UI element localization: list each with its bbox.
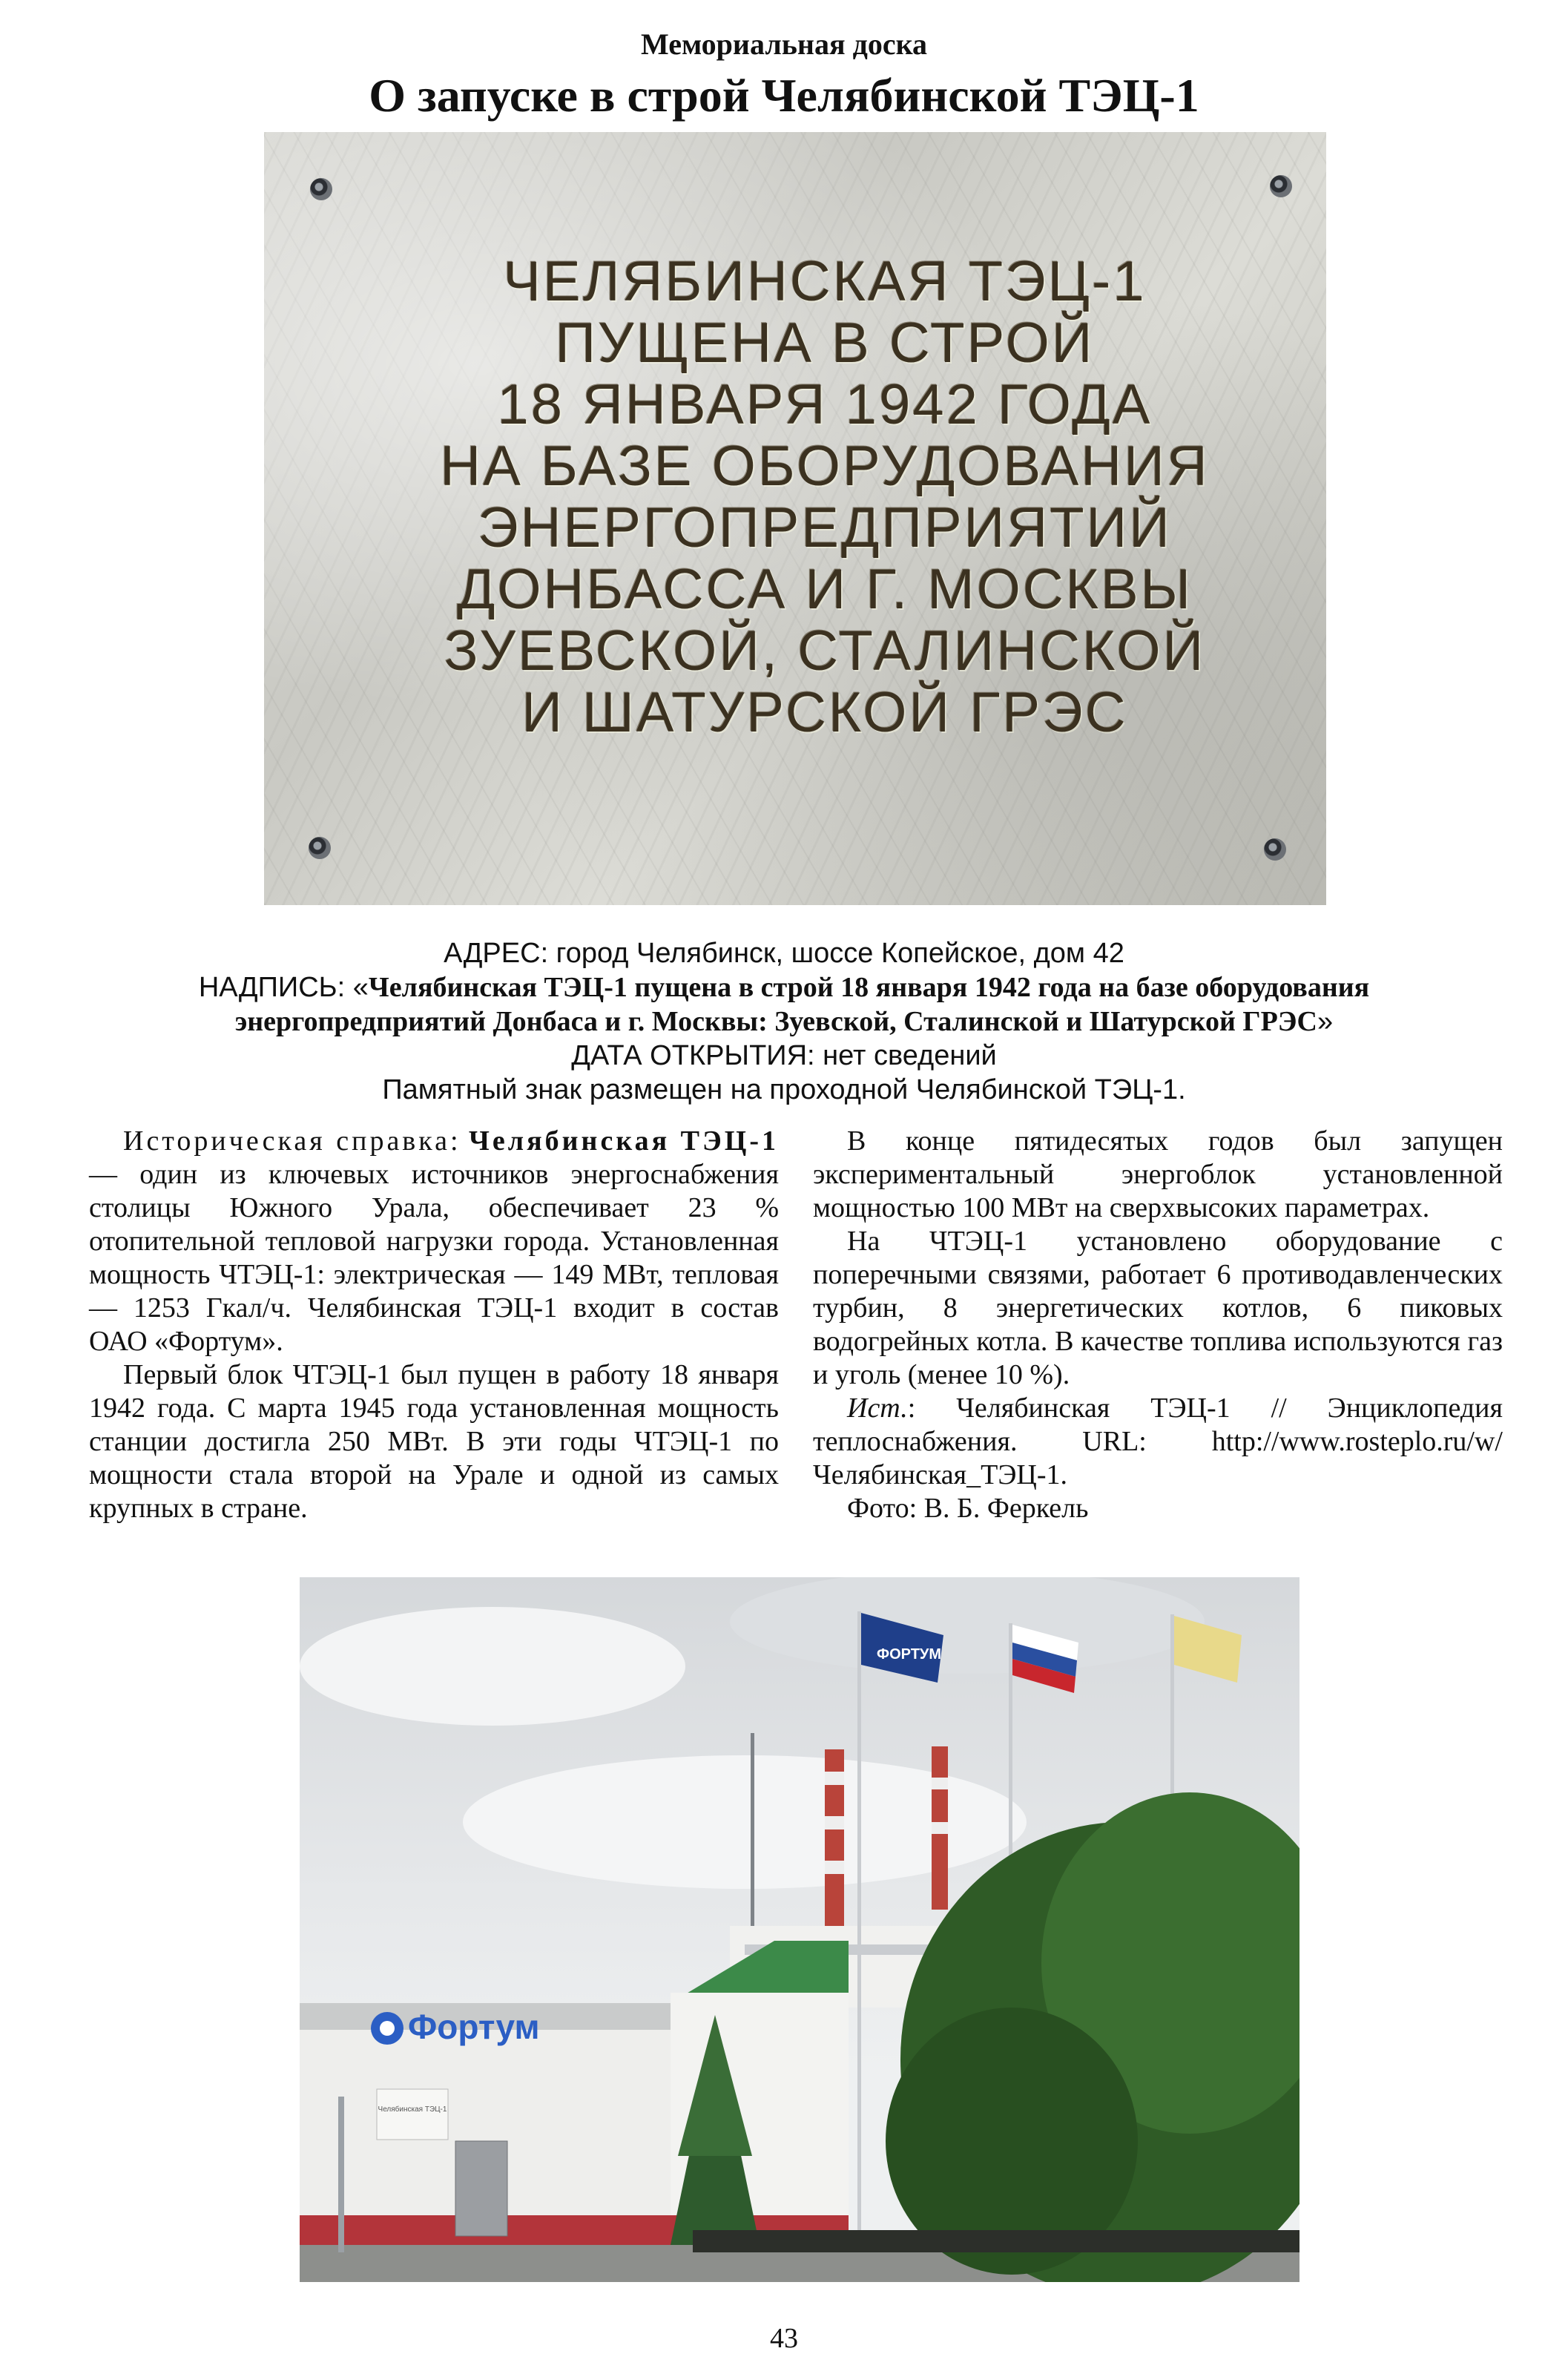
article-column-right bbox=[813, 1125, 1503, 1525]
inscription-text-1: Челябинская ТЭЦ-1 пущена в строй 18 января 1942 года на базе оборудования bbox=[368, 972, 1370, 1003]
inscription-label: НАДПИСЬ: « bbox=[198, 972, 369, 1003]
memorial-plaque-photo bbox=[264, 132, 1326, 905]
fortum-logo-icon-inner bbox=[380, 2021, 395, 2036]
chimney-stripe bbox=[932, 1778, 948, 1789]
plaque-inscription bbox=[294, 251, 1326, 743]
photo-credit: Фото: В. Б. Феркель bbox=[847, 1493, 1089, 1524]
history-subject: Челябинская ТЭЦ-1 bbox=[469, 1125, 779, 1157]
fence bbox=[693, 2230, 1299, 2252]
page-subtitle: Мемориальная доска bbox=[640, 27, 928, 61]
plaque-bolt-icon bbox=[310, 178, 332, 200]
inscription-line-2 bbox=[0, 1005, 1568, 1039]
article-paragraph: В конце пятидесятых годов был запущен экспериментальный энергоблок установленной мощностью 100 МВт на сверхвысоких параметрах. bbox=[813, 1125, 1503, 1223]
lamp-post bbox=[338, 2097, 344, 2252]
plaque-line: И ШАТУРСКОЙ ГРЭС bbox=[521, 681, 1128, 744]
fortum-flag-text: ФОРТУМ bbox=[877, 1646, 942, 1663]
inscription-text-2: энергопредприятий Донбаса и г. Москвы: Зуевской, Сталинской и Шатурской ГРЭС bbox=[234, 1006, 1317, 1037]
plaque-bolt-icon bbox=[1270, 175, 1292, 197]
plaque-line: ПУЩЕНА В СТРОЙ bbox=[555, 312, 1095, 375]
plaque-bolt-icon bbox=[1264, 838, 1286, 861]
regional-flag bbox=[1174, 1616, 1242, 1683]
page-title: О запуске в строй Челябинской ТЭЦ-1 bbox=[369, 69, 1199, 122]
plaque-bolt-icon bbox=[309, 837, 331, 859]
plaque-line: ЭНЕРГОПРЕДПРИЯТИЙ bbox=[478, 496, 1172, 559]
chimney-stripe bbox=[825, 1772, 844, 1785]
flag-pole bbox=[857, 1611, 861, 2264]
source-citation bbox=[813, 1392, 1503, 1492]
address-line: АДРЕС: город Челябинск, шоссе Копейское, дом 42 bbox=[444, 938, 1124, 969]
page-number: 43 bbox=[770, 2323, 798, 2354]
fortum-sign-text: Фортум bbox=[408, 2008, 540, 2046]
source-text: : Челябинская ТЭЦ-1 // Энциклопедия теплоснабжения. URL: http://www.rosteplo.ru/w/Челябинская_ТЭЦ-1. bbox=[813, 1393, 1503, 1490]
chimney-stripe bbox=[825, 1816, 844, 1829]
chimney-stripe bbox=[932, 1822, 948, 1834]
plaque-line: ДОНБАССА И Г. МОСКВЫ bbox=[456, 558, 1193, 621]
inscription-close: » bbox=[1317, 1006, 1334, 1037]
door-sign bbox=[377, 2089, 448, 2140]
monument-info bbox=[0, 936, 1568, 1107]
article-paragraph: На ЧТЭЦ-1 установлено оборудование с поперечными связями, работает 6 противодавленческих турбин, 8 энергетических котлов, 6 пиковых водогрейных котла. В качестве топлива используются газ и уголь (менее 10 %). bbox=[813, 1226, 1503, 1390]
history-lead: Историческая справка: bbox=[123, 1125, 461, 1157]
article-paragraph bbox=[89, 1125, 779, 1358]
entrance-door bbox=[455, 2141, 507, 2236]
plaque-line: ЧЕЛЯБИНСКАЯ ТЭЦ-1 bbox=[503, 250, 1147, 313]
article-column-left bbox=[89, 1125, 779, 1525]
chimney-stripe bbox=[825, 1861, 844, 1874]
history-text: — один из ключевых источников энергоснабжения столицы Южного Урала, обеспечивает 23 % отопительной тепловой нагрузки города. Установленная мощность ЧТЭЦ-1: электрическая — 149 МВт, тепловая — 1253 Гкал/ч. Челябинская ТЭЦ-1 входит в состав ОАО «Фортум». bbox=[89, 1159, 779, 1357]
cloud bbox=[730, 1577, 1205, 1674]
door-sign-text: Челябинская ТЭЦ-1 bbox=[378, 2105, 447, 2114]
opening-date-line: ДАТА ОТКРЫТИЯ: нет сведений bbox=[571, 1040, 997, 1071]
plant-entrance-photo bbox=[300, 1577, 1299, 2282]
plaque-line: 18 ЯНВАРЯ 1942 ГОДА bbox=[497, 373, 1153, 436]
plaque-line: ЗУЕВСКОЙ, СТАЛИНСКОЙ bbox=[444, 619, 1206, 683]
plaque-line: НА БАЗЕ ОБОРУДОВАНИЯ bbox=[440, 435, 1210, 498]
location-note: Памятный знак размещен на проходной Челябинской ТЭЦ-1. bbox=[382, 1074, 1186, 1105]
plant-entrance-illustration bbox=[300, 1577, 1299, 2282]
source-label: Ист. bbox=[847, 1393, 908, 1424]
article-paragraph: Первый блок ЧТЭЦ-1 был пущен в работу 18 января 1942 года. С марта 1945 года установленная мощность станции достигла 250 МВт. В эти годы ЧТЭЦ-1 по мощности стала второй на Урале и одной из самых крупных в стране. bbox=[89, 1359, 779, 1524]
cloud bbox=[300, 1607, 685, 1726]
inscription-line-1 bbox=[0, 970, 1568, 1005]
